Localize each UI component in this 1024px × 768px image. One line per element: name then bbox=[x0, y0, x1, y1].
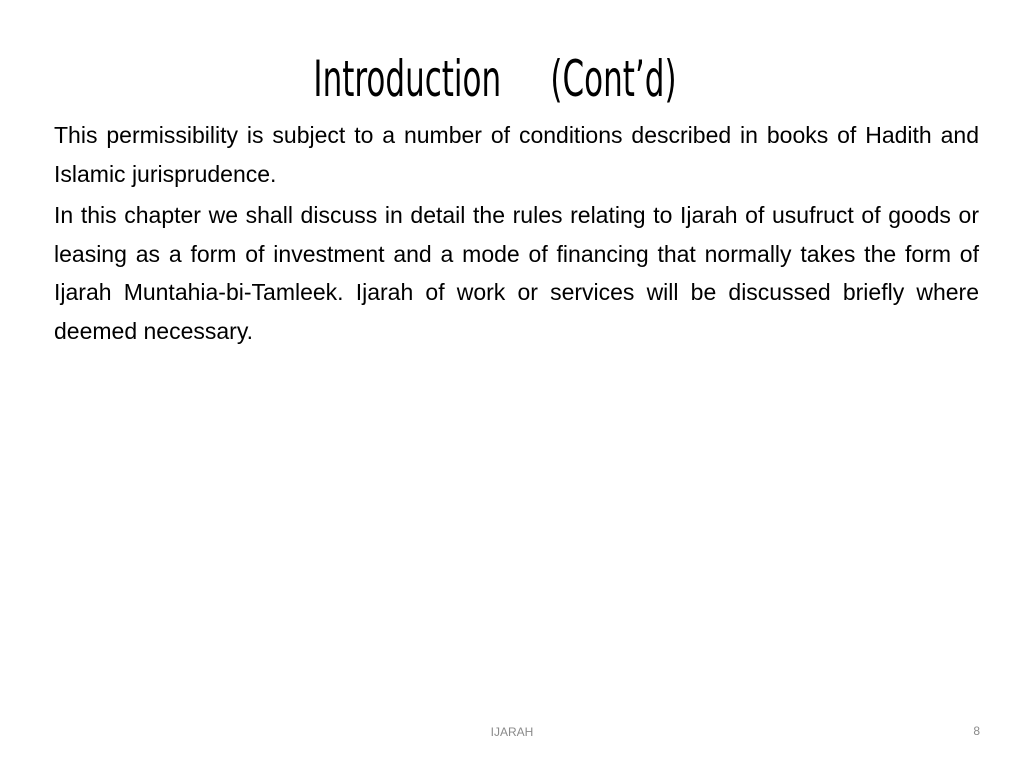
slide-title: Introduction (Cont’d) bbox=[313, 50, 677, 108]
body-paragraph: In this chapter we shall discuss in detail the rules relating to Ijarah of usufruct of goods or leasing as a form of investment and a mode of financing that normally takes the form of Ijarah Muntahia-bi-Tamleek. Ijarah of work or services will be discussed briefly where deemed necessary. bbox=[54, 202, 979, 344]
slide-number: 8 bbox=[973, 724, 980, 738]
footer-text: IJARAH bbox=[490, 725, 534, 739]
body-paragraph: This permissibility is subject to a number of conditions described in books of Hadith and Islamic jurisprudence. bbox=[54, 122, 979, 187]
slide-body bbox=[54, 116, 979, 353]
